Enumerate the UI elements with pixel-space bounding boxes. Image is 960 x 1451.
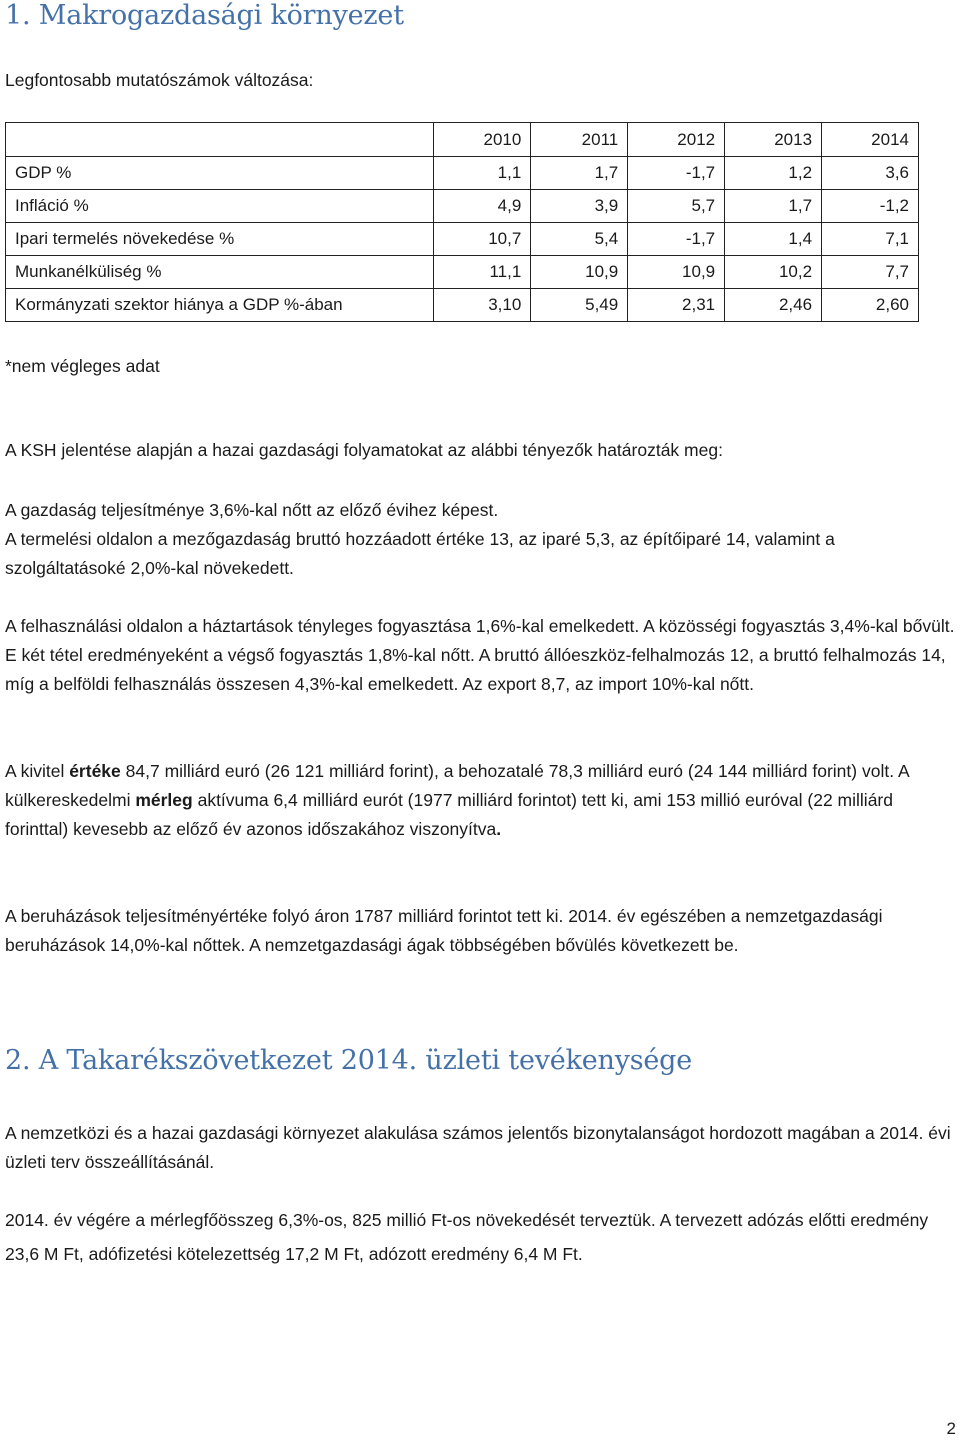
row-label: Ipari termelés növekedése % bbox=[6, 223, 434, 256]
table-cell: 3,9 bbox=[531, 190, 628, 223]
table-cell: 3,10 bbox=[434, 289, 531, 322]
table-cell: 10,9 bbox=[531, 256, 628, 289]
section-2-paragraph-2: 2014. év végére a mérlegfőösszeg 6,3%-os, 825 millió Ft-os növekedését terveztük. A tervezett adózás előtti eredmény 23,6 M Ft, adófizetési kötelezettség 17,2 M Ft, adózott eredmény 6,4 M Ft. bbox=[5, 1210, 929, 1264]
table-cell: 1,4 bbox=[725, 223, 822, 256]
production-paragraph: A termelési oldalon a mezőgazdaság bruttó hozzáadott értéke 13, az iparé 5,3, az építőiparé 14, valamint a szolgáltatásoké 2,0%-kal növekedett. bbox=[5, 529, 835, 578]
table-row bbox=[6, 256, 919, 289]
table-cell: 2,60 bbox=[822, 289, 919, 322]
row-label: Kormányzati szektor hiánya a GDP %-ában bbox=[6, 289, 434, 322]
table-cell: 4,9 bbox=[434, 190, 531, 223]
investment-paragraph: A beruházások teljesítményértéke folyó áron 1787 milliárd forintot tett ki. 2014. év egészében a nemzetgazdasági beruházások 14,0%-kal nőttek. A nemzetgazdasági ágak többségében bővülés következett be. bbox=[5, 906, 883, 955]
table-cell: 5,49 bbox=[531, 289, 628, 322]
year-header: 2012 bbox=[628, 123, 725, 157]
table-cell: 1,7 bbox=[725, 190, 822, 223]
table-cell: 10,7 bbox=[434, 223, 531, 256]
table-row bbox=[6, 190, 919, 223]
year-header: 2013 bbox=[725, 123, 822, 157]
table-cell: 1,2 bbox=[725, 157, 822, 190]
ksh-intro-paragraph: A KSH jelentése alapján a hazai gazdasági folyamatokat az alábbi tényezők határozták meg: bbox=[5, 440, 723, 460]
table-cell: 3,6 bbox=[822, 157, 919, 190]
table-intro: Legfontosabb mutatószámok változása: bbox=[5, 70, 314, 90]
page-number: 2 bbox=[946, 1419, 956, 1438]
trade-text: 84,7 milliárd euró (26 121 milliárd forint), a behozatalé 78,3 milliárd euró (24 144 milliárd forint) volt. A külkereskedelmi bbox=[5, 761, 909, 810]
trade-text: aktívuma 6,4 milliárd eurót (1977 milliárd forintot) tett ki, ami 153 millió euróval (22 milliárd forinttal) kevesebb az előző év azonos időszakához viszonyítva bbox=[5, 790, 893, 839]
table-header-empty bbox=[6, 123, 434, 157]
table-row bbox=[6, 157, 919, 190]
table-cell: 5,4 bbox=[531, 223, 628, 256]
year-header: 2014 bbox=[822, 123, 919, 157]
row-label: Infláció % bbox=[6, 190, 434, 223]
footnote: *nem végleges adat bbox=[5, 356, 160, 376]
table-cell: 2,46 bbox=[725, 289, 822, 322]
row-label: GDP % bbox=[6, 157, 434, 190]
year-header: 2010 bbox=[434, 123, 531, 157]
table-cell: 1,7 bbox=[531, 157, 628, 190]
trade-bold-period: . bbox=[496, 819, 502, 839]
table-cell: 10,2 bbox=[725, 256, 822, 289]
table-cell: -1,7 bbox=[628, 223, 725, 256]
section-1-title: 1. Makrogazdasági környezet bbox=[5, 0, 404, 31]
performance-block bbox=[5, 496, 960, 583]
table-row bbox=[6, 223, 919, 256]
usage-paragraph: A felhasználási oldalon a háztartások tényleges fogyasztása 1,6%-kal emelkedett. A közösségi fogyasztás 3,4%-kal bővült. E két tétel eredményeként a végső fogyasztás 1,8%-kal nőtt. A bruttó állóeszköz-felhalmozás 12, a bruttó felhalmozás 14, míg a belföldi felhasználás összesen 4,3%-kal emelkedett. Az export 8,7, az import 10%-kal nőtt. bbox=[5, 616, 955, 694]
table-cell: 10,9 bbox=[628, 256, 725, 289]
table-row bbox=[6, 289, 919, 322]
table-cell: 5,7 bbox=[628, 190, 725, 223]
trade-bold-balance: mérleg bbox=[135, 790, 193, 810]
section-2-paragraph-1: A nemzetközi és a hazai gazdasági környezet alakulása számos jelentős bizonytalanságot hordozott magában a 2014. évi üzleti terv összeállításánál. bbox=[5, 1123, 951, 1172]
table-header-row bbox=[6, 123, 919, 157]
trade-bold-value: értéke bbox=[69, 761, 121, 781]
table-cell: 7,1 bbox=[822, 223, 919, 256]
table-cell: -1,2 bbox=[822, 190, 919, 223]
row-label: Munkanélküliség % bbox=[6, 256, 434, 289]
table-cell: 7,7 bbox=[822, 256, 919, 289]
table-cell: 1,1 bbox=[434, 157, 531, 190]
table-cell: 11,1 bbox=[434, 256, 531, 289]
section-2-title: 2. A Takarékszövetkezet 2014. üzleti tevékenysége bbox=[5, 1045, 693, 1076]
trade-text: A kivitel bbox=[5, 761, 70, 781]
year-header: 2011 bbox=[531, 123, 628, 157]
trade-paragraph bbox=[5, 757, 960, 844]
performance-paragraph: A gazdaság teljesítménye 3,6%-kal nőtt az előző évihez képest. bbox=[5, 500, 499, 520]
table-cell: -1,7 bbox=[628, 157, 725, 190]
indicators-table bbox=[5, 122, 919, 322]
table-cell: 2,31 bbox=[628, 289, 725, 322]
